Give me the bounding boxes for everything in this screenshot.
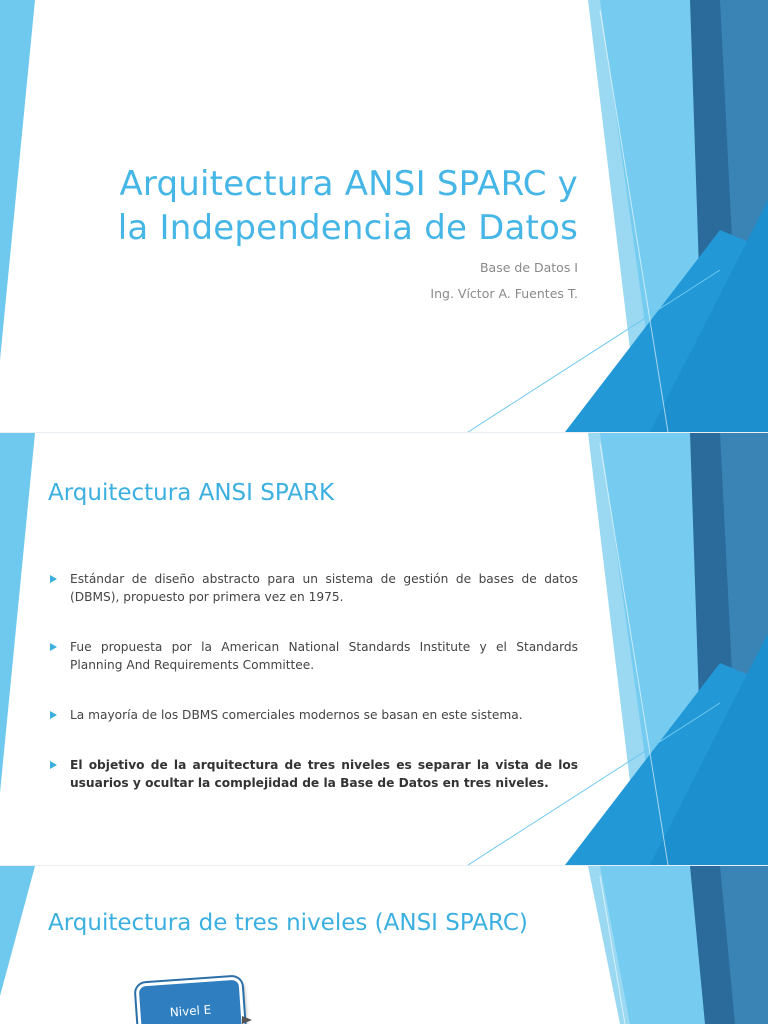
slide-heading: Arquitectura de tres niveles (ANSI SPARC) [48, 910, 528, 936]
subtitle-author: Ing. Víctor A. Fuentes T. [430, 286, 578, 301]
slide-architecture [0, 433, 768, 865]
left-shape [0, 433, 35, 793]
slide-three-levels [0, 866, 768, 1024]
bullet-list [48, 570, 578, 792]
bullet-item-emphasis [48, 756, 578, 792]
bullet-item [48, 570, 578, 606]
bullet-text: Estándar de diseño abstracto para un sistema de gestión de bases de datos (DBMS), propuesto por primera vez en 1975. [70, 572, 578, 604]
bullet-item [48, 706, 578, 724]
diagram-level-box [135, 976, 246, 1024]
subtitle-course: Base de Datos I [479, 260, 578, 275]
slide-title [0, 0, 768, 432]
title-line-2: la Independencia de Datos [117, 208, 578, 248]
bullet-arrow-icon [50, 575, 57, 583]
bullet-item [48, 638, 578, 674]
bullet-arrow-icon [50, 643, 57, 651]
left-shape [0, 0, 35, 360]
bullet-text: Fue propuesta por la American National Standards Institute y el Standards Planning And Requirements Committee. [70, 640, 578, 672]
bullet-text: La mayoría de los DBMS comerciales modernos se basan en este sistema. [70, 708, 523, 722]
decorative-shapes [0, 866, 768, 1024]
bullet-arrow-icon [50, 711, 57, 719]
bullet-text: El objetivo de la arquitectura de tres niveles es separar la vista de los usuarios y ocultar la complejidad de la Base de Datos en tres niveles. [70, 758, 578, 790]
title-line-1: Arquitectura ANSI SPARC y [119, 164, 578, 204]
left-shape [0, 866, 35, 996]
diagram-box-label: Nivel E [169, 1002, 212, 1020]
slide-title-text [118, 162, 578, 250]
slide-heading: Arquitectura ANSI SPARK [48, 480, 335, 506]
bullet-arrow-icon [50, 761, 57, 769]
